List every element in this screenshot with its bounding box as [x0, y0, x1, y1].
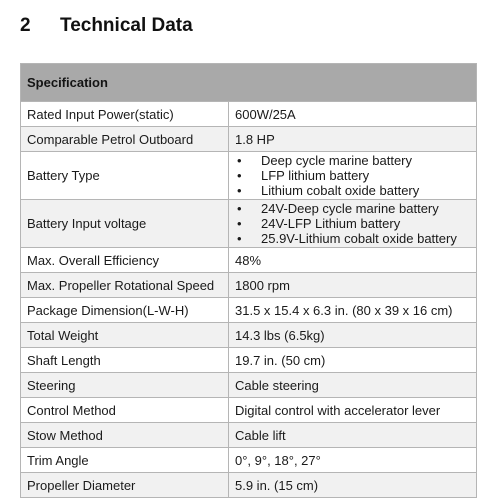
spec-value: Cable lift [229, 423, 477, 448]
spec-label: Max. Propeller Rotational Speed [21, 273, 229, 298]
section-heading [20, 13, 193, 39]
table-row [21, 448, 477, 473]
spec-label: Battery Input voltage [21, 200, 229, 248]
table-header-row [21, 64, 477, 102]
spec-value: 0°, 9°, 18°, 27° [229, 448, 477, 473]
table-row [21, 152, 477, 200]
spec-label: Shaft Length [21, 348, 229, 373]
spec-value: 14.3 lbs (6.5kg) [229, 323, 477, 348]
bullet-item: • Lithium cobalt oxide battery [235, 183, 470, 198]
table-row [21, 200, 477, 248]
spec-label: Total Weight [21, 323, 229, 348]
table-row [21, 323, 477, 348]
spec-label: Battery Type [21, 152, 229, 200]
spec-value: 600W/25A [229, 102, 477, 127]
bullet-list [235, 153, 470, 198]
spec-label: Control Method [21, 398, 229, 423]
bullet-item: • LFP lithium battery [235, 168, 470, 183]
bullet-list [235, 201, 470, 246]
spec-label: Package Dimension(L-W-H) [21, 298, 229, 323]
spec-value [229, 152, 477, 200]
table-row [21, 102, 477, 127]
bullet-item: • Deep cycle marine battery [235, 153, 470, 168]
spec-value: Cable steering [229, 373, 477, 398]
spec-label: Max. Overall Efficiency [21, 248, 229, 273]
section-number: 2 [20, 15, 31, 36]
spec-value: Digital control with accelerator lever [229, 398, 477, 423]
table-row [21, 127, 477, 152]
table-row [21, 298, 477, 323]
spec-value: 1800 rpm [229, 273, 477, 298]
spec-label: Steering [21, 373, 229, 398]
bullet-item: • 24V-LFP Lithium battery [235, 216, 470, 231]
spec-value: 31.5 x 15.4 x 6.3 in. (80 x 39 x 16 cm) [229, 298, 477, 323]
spec-label: Stow Method [21, 423, 229, 448]
table-row [21, 273, 477, 298]
table-row [21, 248, 477, 273]
table-header: Specification [21, 64, 477, 102]
spec-label: Comparable Petrol Outboard [21, 127, 229, 152]
spec-value: 19.7 in. (50 cm) [229, 348, 477, 373]
spec-label: Propeller Diameter [21, 473, 229, 498]
bullet-item: • 25.9V-Lithium cobalt oxide battery [235, 231, 470, 246]
spec-value: 5.9 in. (15 cm) [229, 473, 477, 498]
section-title: Technical Data [60, 15, 193, 36]
table-row [21, 373, 477, 398]
table-row [21, 398, 477, 423]
spec-label: Trim Angle [21, 448, 229, 473]
bullet-item: • 24V-Deep cycle marine battery [235, 201, 470, 216]
table-row [21, 348, 477, 373]
table-row [21, 473, 477, 498]
table-row [21, 423, 477, 448]
spec-value: 48% [229, 248, 477, 273]
specification-table [20, 63, 477, 498]
spec-value: 1.8 HP [229, 127, 477, 152]
spec-value [229, 200, 477, 248]
spec-label: Rated Input Power(static) [21, 102, 229, 127]
